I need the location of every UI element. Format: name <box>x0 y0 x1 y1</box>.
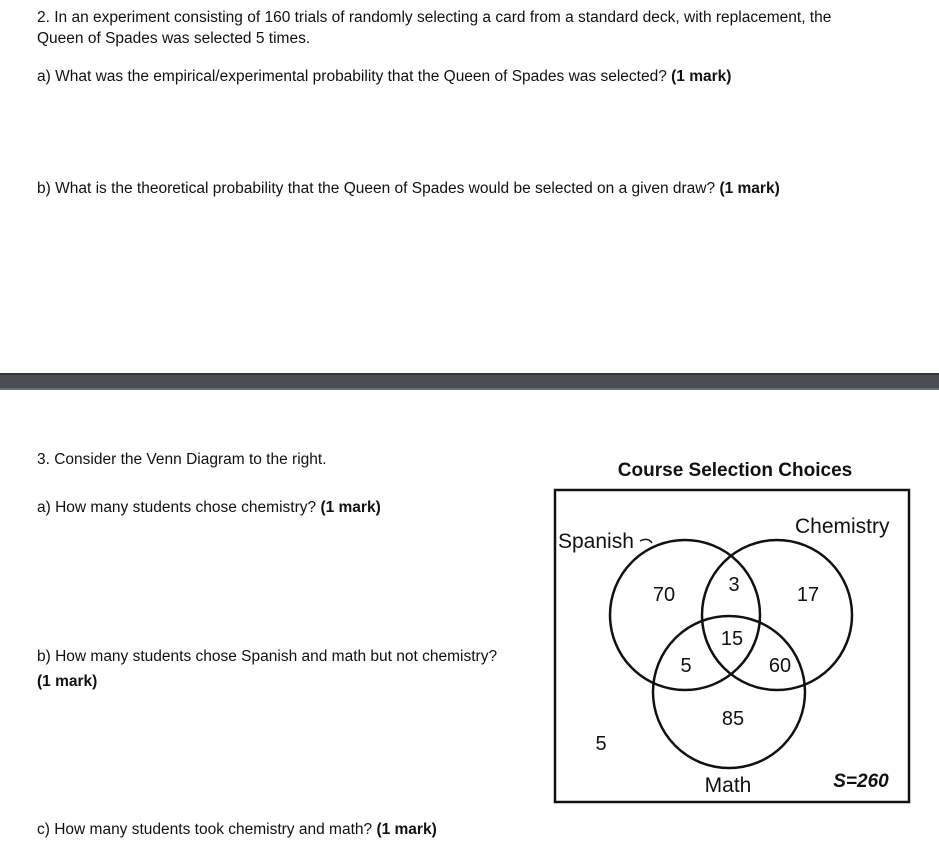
q3a-text: a) How many students chose chemistry? <box>37 499 317 516</box>
q2a-text: a) What was the empirical/experimental probability that the Queen of Spades was selected? <box>37 68 667 85</box>
q3b-marks: (1 mark) <box>37 673 98 690</box>
q3a-marks: (1 mark) <box>320 499 381 516</box>
region-chemistry-math: 60 <box>768 655 792 677</box>
venn-title: Course Selection Choices <box>617 460 853 481</box>
q3b-text: b) How many students chose Spanish and math but not chemistry? <box>37 648 498 665</box>
region-math-only: 85 <box>721 708 745 730</box>
region-outside: 5 <box>595 733 607 755</box>
region-spanish-chemistry: 3 <box>728 574 740 596</box>
q2-stem-line1: 2. In an experiment consisting of 160 trials of randomly selecting a card from a standard deck, with replacement, the <box>37 9 832 26</box>
region-all-three: 15 <box>720 628 744 650</box>
set-label-chemistry: Chemistry <box>795 515 890 538</box>
q2b-marks: (1 mark) <box>719 180 780 197</box>
q3c-text: c) How many students took chemistry and math? <box>37 821 373 838</box>
q2a-marks: (1 mark) <box>671 68 732 85</box>
region-chemistry-only: 17 <box>796 584 820 606</box>
set-label-spanish: Spanish <box>558 530 634 553</box>
q2-stem-line2: Queen of Spades was selected 5 times. <box>37 30 311 47</box>
spanish-leader-line <box>640 539 652 543</box>
set-label-math: Math <box>704 774 752 797</box>
universal-total: S=260 <box>833 771 889 792</box>
region-spanish-math: 5 <box>680 655 692 677</box>
region-spanish-only: 70 <box>652 584 676 606</box>
q3c-marks: (1 mark) <box>376 821 437 838</box>
q3-stem: 3. Consider the Venn Diagram to the right. <box>37 451 327 468</box>
q2b-text: b) What is the theoretical probability that the Queen of Spades would be selected on a given draw? <box>37 180 716 197</box>
